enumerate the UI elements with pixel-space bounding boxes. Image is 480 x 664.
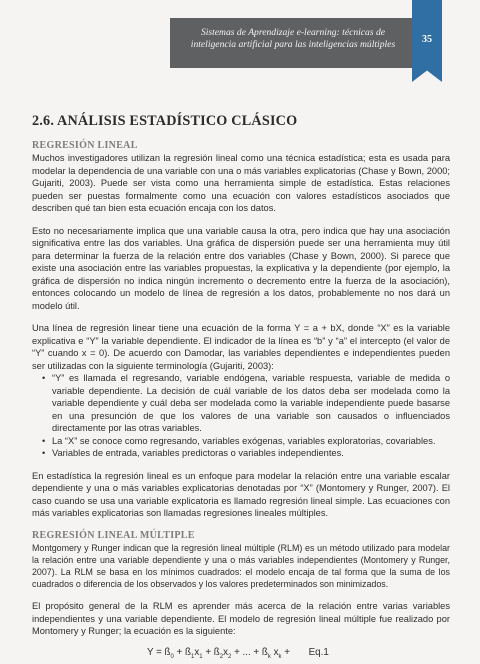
list-item: • La “X” se conoce como regresando, variables exógenas, variables exploratorias, covariables. <box>42 435 450 448</box>
running-title-line-1: Sistemas de Aprendizaje e-learning: técnicas de <box>200 27 386 38</box>
section-title: 2.6. ANÁLISIS ESTADÍSTICO CLÁSICO <box>32 113 298 129</box>
running-title <box>178 27 408 51</box>
page-content <box>32 113 450 664</box>
paragraph: En estadística la regresión lineal es un enfoque para modelar la relación entre una variable escalar dependiente y una o más variables explicatorias denotadas por “X” (Montomery y Runger, 2007). El caso cuando se usa una variable explicatoria es llamado regresión lineal simple. Las ecuaciones con más variables explicatorias son llamadas regresiones lineales múltiples. <box>32 470 450 518</box>
paragraph: El propósito general de la RLM es aprender más acerca de la relación entre varias variables independientes y una variable dependiente. El modelo de regresión lineal múltiple fue realizado por Montomery y Runger; la ecuación es la siguiente: <box>32 601 450 637</box>
paragraph: Esto no necesariamente implica que una variable causa la otra, pero indica que hay una asociación significativa entre las dos variables. Una gráfica de dispersión puede ser una herramienta muy útil para determinar la fuerza de la relación entre dos variables (Chase y Bown, 2000). Si parece que existe una asociación entre las variables propuestas, la explicativa y la dependiente (por ejemplo, la gráfica de dispersión no indica ningún incremento o decremento entre la fuerza de la asociación), entonces colocando un modelo de línea de regresión a los datos, probablemente no nos dará un modelo útil. <box>32 225 450 311</box>
paragraph: Montgomery y Runger indican que la regresión lineal múltiple (RLM) es un método utilizado para modelar la relación entre una variable dependiente y una o más variables independientes (Montomery y Runger, 2007). La RLM se basa en los mínimos cuadrados: el modelo encaja de tal forma que la suma de los cuadrados o diferencia de los observados y los valores predeterminados son minimizados. <box>32 542 450 590</box>
terminology-list <box>32 372 450 460</box>
paragraph: Muchos investigadores utilizan la regresión lineal como una técnica estadística; esta es usada para modelar la dependencia de una variable con una o más variables explicatorias (Chase y Bown, 2000; Gujariti, 2003). Puede ser vista como una herramienta simple de estadística. Estas relaciones pueden ser puestas formalmente como una ecuación con valores estadísticos asociados que describen qué tan bien esta ecuación encaja con los datos. <box>32 153 450 213</box>
running-title-line-2: inteligencia artificial para las inteligencias múltiples <box>190 39 396 50</box>
paragraph: Una línea de regresión linear tiene una ecuación de la forma Y = a + bX, donde “X” es la variable explicativa e “Y” la variable dependiente. El indicador de la línea es “b” y “a” el intercepto (el valor de “Y” cuando x = 0). De acuerdo con Damodar, las variables dependientes e independientes pueden ser utilizadas con la siguiente terminología (Gujariti, 2003): <box>32 323 450 371</box>
subsection-heading-linear: REGRESIÓN LINEAL <box>32 140 138 151</box>
equation-label: Eq.1 <box>308 646 329 658</box>
regression-equation: $Y = ß_0$ + $ß_1x_1$ + $ß_2x_2$ + ... + $ß_k$ $x_k + Eq.1$ <box>147 646 329 660</box>
page-number: 35 <box>422 34 432 45</box>
list-item: • Variables de entrada, variables predictoras o variables independientes. <box>42 447 450 460</box>
list-item: • “Y” es llamada el regresando, variable endógena, variable respuesta, variable de medida o variable dependiente. La decisión de cuál variable de los datos deba ser modelada como la variable dependiente y cuál deba ser modelada como la variable independiente puede basarse en una presunción de que los valores de una variable son causados o influenciados directamente por las otras variables. <box>42 372 450 435</box>
subsection-heading-multiple: REGRESIÓN LINEAL MÚLTIPLE <box>32 529 195 541</box>
